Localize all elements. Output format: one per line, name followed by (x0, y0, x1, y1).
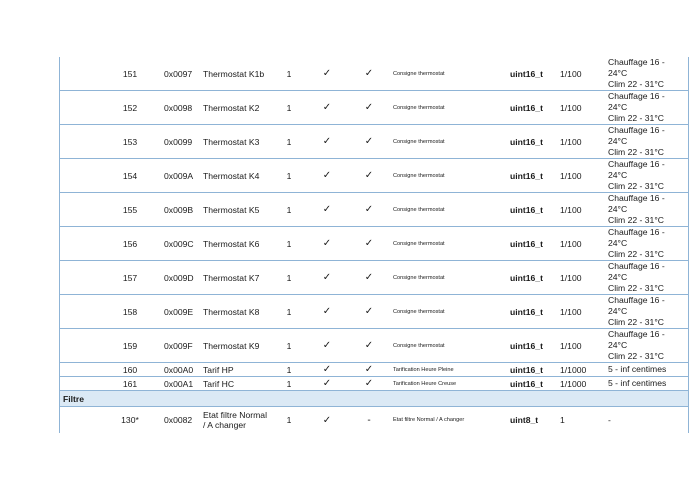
register-count: 1 (286, 170, 292, 181)
register-address: 0x009E (164, 306, 194, 317)
register-type: uint16_t (510, 102, 543, 113)
range-line: Chauffage 16 - (608, 193, 665, 203)
register-count: 1 (286, 136, 292, 147)
register-count: 1 (286, 306, 292, 317)
range-line: Chauffage 16 - (608, 159, 665, 169)
register-range (608, 261, 688, 294)
table-row (60, 125, 688, 159)
table-row (60, 363, 688, 377)
register-count: 1 (286, 204, 292, 215)
range-line: Clim 22 - 31°C (608, 283, 664, 293)
register-id: 151 (122, 68, 138, 79)
range-line: 24°C (608, 102, 628, 112)
register-description: Consigne thermostat (393, 104, 445, 111)
register-name (203, 407, 283, 433)
register-scale: 1/100 (560, 68, 582, 79)
register-type: uint16_t (510, 204, 543, 215)
write-check-icon: ✓ (364, 306, 374, 317)
range-line: Clim 22 - 31°C (608, 79, 664, 89)
read-check-icon: ✓ (322, 364, 332, 375)
register-id: 159 (122, 340, 138, 351)
range-line: 24°C (608, 68, 628, 78)
table-row (60, 407, 688, 433)
register-id: 130* (121, 415, 139, 425)
register-description: Consigne thermostat (393, 240, 445, 247)
register-count: 1 (286, 415, 292, 425)
register-address: 0x009F (164, 340, 193, 351)
table-row (60, 193, 688, 227)
range-line: Clim 22 - 31°C (608, 215, 664, 225)
read-check-icon: ✓ (322, 102, 332, 113)
register-id: 153 (122, 136, 138, 147)
table-row (60, 57, 688, 91)
register-address: 0x00A0 (164, 364, 194, 375)
range-line: Chauffage 16 - (608, 227, 665, 237)
register-id: 154 (122, 170, 138, 181)
register-scale: 1 (560, 415, 565, 425)
range-line: Chauffage 16 - (608, 91, 665, 101)
write-check-icon: ✓ (364, 102, 374, 113)
register-range (608, 295, 688, 328)
register-address: 0x009C (164, 238, 194, 249)
register-name: Thermostat K1b (203, 68, 265, 79)
register-type: uint16_t (510, 364, 543, 375)
register-address: 0x0082 (164, 415, 193, 425)
register-scale: 1/100 (560, 170, 582, 181)
register-range (608, 329, 688, 362)
range-line: 24°C (608, 204, 628, 214)
register-description: Consigne thermostat (393, 308, 445, 315)
name-line: Etat filtre Normal (203, 410, 267, 420)
register-range: 5 - inf centimes (608, 378, 667, 388)
write-check-icon: ✓ (364, 170, 374, 181)
register-description: Consigne thermostat (393, 172, 445, 179)
table-row (60, 261, 688, 295)
range-line: Clim 22 - 31°C (608, 317, 664, 327)
register-address: 0x009B (164, 204, 194, 215)
table-row (60, 159, 688, 193)
register-type: uint16_t (510, 68, 543, 79)
register-address: 0x009A (164, 170, 194, 181)
register-range (608, 57, 688, 90)
range-line: Clim 22 - 31°C (608, 147, 664, 157)
register-scale: 1/100 (560, 238, 582, 249)
write-check-icon: ✓ (364, 272, 374, 283)
register-name: Thermostat K4 (203, 170, 260, 181)
table-row (60, 227, 688, 261)
register-range (608, 125, 688, 158)
register-id: 161 (122, 378, 138, 389)
register-address: 0x0099 (164, 136, 193, 147)
register-name: Tarif HP (203, 364, 234, 375)
range-line: 24°C (608, 170, 628, 180)
register-range (608, 91, 688, 124)
register-type: uint16_t (510, 306, 543, 317)
read-check-icon: ✓ (322, 204, 332, 215)
range-line: 24°C (608, 238, 628, 248)
register-description: Consigne thermostat (393, 274, 445, 281)
read-check-icon: ✓ (322, 272, 332, 283)
register-type: uint16_t (510, 340, 543, 351)
register-name: Tarif HC (203, 378, 235, 389)
table-row (60, 329, 688, 363)
register-type: uint8_t (510, 415, 539, 425)
register-scale: 1/100 (560, 204, 582, 215)
range-line: Chauffage 16 - (608, 125, 665, 135)
range-line: 24°C (608, 272, 628, 282)
register-description: Consigne thermostat (393, 342, 445, 349)
register-name: Thermostat K2 (203, 102, 260, 113)
register-id: 156 (122, 238, 138, 249)
range-line: Chauffage 16 - (608, 261, 665, 271)
register-scale: 1/100 (560, 272, 582, 283)
register-scale: 1/100 (560, 306, 582, 317)
read-check-icon: ✓ (322, 170, 332, 181)
table-row (60, 91, 688, 125)
range-line: 24°C (608, 340, 628, 350)
register-id: 157 (122, 272, 138, 283)
register-range: - (608, 414, 611, 425)
register-type: uint16_t (510, 136, 543, 147)
register-count: 1 (286, 102, 292, 113)
table-row (60, 295, 688, 329)
write-check-icon: ✓ (364, 340, 374, 351)
write-check-icon: ✓ (364, 238, 374, 249)
read-check-icon: ✓ (322, 136, 332, 147)
range-line: Chauffage 16 - (608, 57, 665, 67)
range-line: Clim 22 - 31°C (608, 181, 664, 191)
range-line: Chauffage 16 - (608, 295, 665, 305)
range-line: Chauffage 16 - (608, 329, 665, 339)
register-count: 1 (286, 238, 292, 249)
register-range (608, 227, 688, 260)
register-description: Tarification Heure Creuse (393, 380, 457, 387)
register-id: 160 (122, 364, 138, 375)
range-line: 24°C (608, 136, 628, 146)
read-check-icon: ✓ (322, 68, 332, 79)
read-check-icon: ✓ (322, 238, 332, 249)
register-count: 1 (286, 340, 292, 351)
register-type: uint16_t (510, 170, 543, 181)
register-range (608, 193, 688, 226)
register-scale: 1/1000 (560, 364, 587, 375)
name-line: / A changer (203, 420, 247, 430)
register-scale: 1/100 (560, 340, 582, 351)
register-id: 158 (122, 306, 138, 317)
register-id: 155 (122, 204, 138, 215)
read-check-icon: ✓ (322, 340, 332, 351)
register-id: 152 (122, 102, 138, 113)
register-type: uint16_t (510, 238, 543, 249)
read-check-icon: ✓ (322, 306, 332, 317)
register-description: Consigne thermostat (393, 138, 445, 145)
register-description: Etat filtre Normal / A changer (393, 417, 465, 423)
register-range (608, 159, 688, 192)
table-row (60, 377, 688, 391)
section-header-row (60, 391, 688, 407)
register-address: 0x0098 (164, 102, 193, 113)
write-check-icon: ✓ (364, 378, 374, 389)
register-count: 1 (286, 378, 292, 389)
register-address: 0x0097 (164, 68, 193, 79)
register-address: 0x00A1 (164, 378, 194, 389)
register-name: Thermostat K8 (203, 306, 260, 317)
write-dash: - (367, 414, 371, 426)
register-scale: 1/100 (560, 136, 582, 147)
register-count: 1 (286, 272, 292, 283)
range-line: Clim 22 - 31°C (608, 351, 664, 361)
register-type: uint16_t (510, 272, 543, 283)
register-description: Consigne thermostat (393, 70, 445, 77)
register-scale: 1/1000 (560, 378, 587, 389)
register-description: Consigne thermostat (393, 206, 445, 213)
register-count: 1 (286, 364, 292, 375)
register-range: 5 - inf centimes (608, 364, 667, 374)
register-table (59, 57, 689, 433)
register-scale: 1/100 (560, 102, 582, 113)
register-count: 1 (286, 68, 292, 79)
register-address: 0x009D (164, 272, 194, 283)
register-name: Thermostat K5 (203, 204, 260, 215)
range-line: Clim 22 - 31°C (608, 249, 664, 259)
range-line: Clim 22 - 31°C (608, 113, 664, 123)
write-check-icon: ✓ (364, 136, 374, 147)
register-name: Thermostat K7 (203, 272, 260, 283)
write-check-icon: ✓ (364, 204, 374, 215)
range-line: 24°C (608, 306, 628, 316)
section-title: Filtre (63, 393, 85, 404)
write-check-icon: ✓ (364, 68, 374, 79)
register-description: Tarification Heure Pleine (393, 366, 454, 373)
write-check-icon: ✓ (364, 364, 374, 375)
register-name: Thermostat K6 (203, 238, 260, 249)
register-name: Thermostat K3 (203, 136, 260, 147)
register-type: uint16_t (510, 378, 543, 389)
register-name: Thermostat K9 (203, 340, 260, 351)
read-check-icon: ✓ (322, 378, 332, 389)
read-check-icon: ✓ (322, 414, 332, 426)
